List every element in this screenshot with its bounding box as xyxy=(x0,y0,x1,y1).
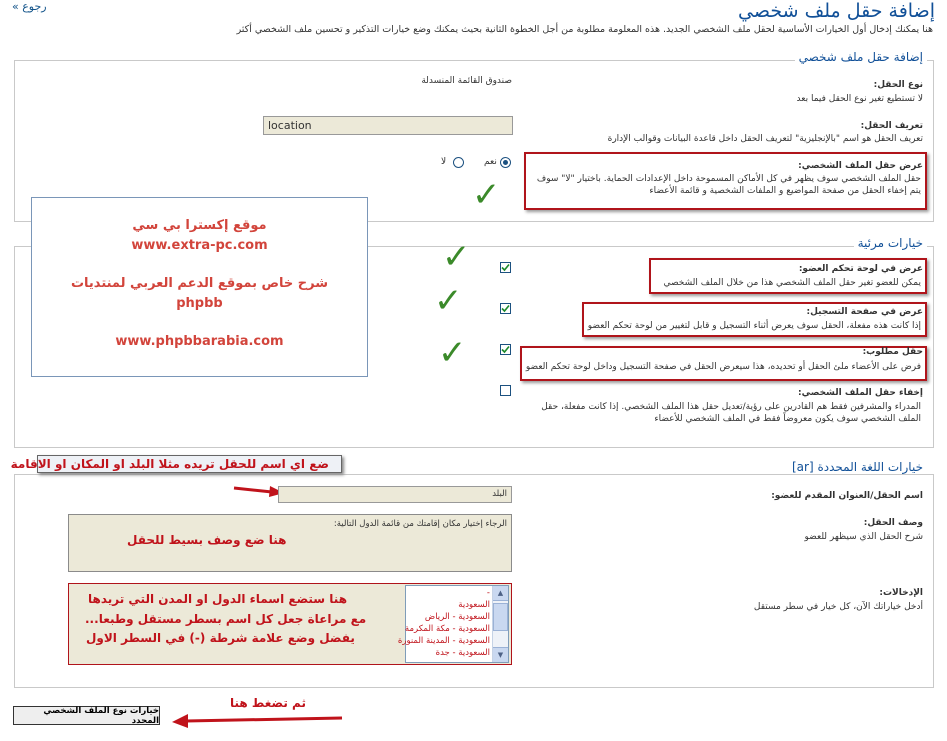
scroll-thumb[interactable] xyxy=(493,603,508,631)
entries-line-3: السعودية - الرياض xyxy=(424,612,490,622)
section-visibility-legend: خيارات مرئية xyxy=(854,236,927,250)
field-ident-input[interactable]: location xyxy=(263,116,513,135)
credits-overlay xyxy=(31,197,368,377)
credits-arabia-url: www.phpbbarabia.com xyxy=(115,334,284,349)
field-desc-explain: شرح الحقل الذي سيظهر للعضو xyxy=(804,532,923,542)
field-name-input[interactable]: البلد xyxy=(278,486,512,503)
field-type-label: نوع الحقل: xyxy=(873,80,923,90)
credits-description: شرح خاص بموقع الدعم العربي لمنتديات xyxy=(70,276,328,291)
desc-hint-text: هنا ضع وصف بسيط للحقل xyxy=(127,533,287,547)
visibility-item-4-explain: المدراء والمشرفين فقط هم القادرين على رؤية/تعديل حقل هذا الملف الشخصي. إذا كانت مفعلة، حقل الملف الشخصي سوف يكون معروضاً فقط في الملف الشخصي للأعضاء xyxy=(541,402,921,424)
submit-button[interactable]: خيارات نوع الملف الشخصي المحدد xyxy=(13,706,160,725)
scroll-up-icon[interactable]: ▲ xyxy=(493,586,508,601)
field-desc-label: وصف الحقل: xyxy=(863,518,923,528)
field-desc-value: الرجاء إختيار مكان إقامتك من قائمة الدول التالية: xyxy=(333,519,507,529)
visibility-item-4-checkbox[interactable] xyxy=(500,385,511,396)
entries-scrollbar[interactable] xyxy=(492,586,508,662)
display-field-explain: حقل الملف الشخصي سوف يظهر في كل الأماكن المسموحة داخل الإعدادات الحماية. باختيار "لا" سوف يتم إخفاء الحقل من صفحة المواضيع و الملفات الشخصية و قائمة الأعضاء xyxy=(536,174,921,196)
visibility-item-3-checkbox[interactable] xyxy=(500,344,511,355)
entries-hint-line-2: ...مع مراعاة جعل كل اسم بسطر مستقل وطبعا xyxy=(85,612,367,626)
page-intro: هنا يمكنك إدخال أول الخيارات الأساسية لحقل ملف الشخصي الجديد. هذه المعلومة مطلوبة من أجل الخطوة الثانية بحيث يمكنك وضع خيارات التذكير و تحسين ملف الشخصي أكثر xyxy=(236,24,933,35)
entries-line-1: - xyxy=(486,588,490,598)
field-type-explain: لا تستطيع تغير نوع الحقل فيما بعد xyxy=(796,94,923,104)
field-ident-explain: تعريف الحقل هو اسم "بالإنجليزية" لتعريف الحقل داخل قاعدة البيانات وقوالب الإدارة xyxy=(607,134,923,144)
entries-hint-line-3: يفضل وضع علامة شرطة (-) في السطر الاول xyxy=(86,631,355,645)
display-yes-label: نعم xyxy=(484,157,497,167)
display-yes-radio[interactable] xyxy=(500,157,511,168)
entries-explain: أدخل خياراتك الآن، كل خيار في سطر مستقل xyxy=(753,602,923,612)
visibility-item-3-label: حقل مطلوب: xyxy=(862,347,923,357)
entries-line-2: السعودية xyxy=(458,600,490,610)
field-name-label: اسم الحقل/العنوان المقدم للعضو: xyxy=(771,491,923,501)
entries-label: الإدخالات: xyxy=(879,588,923,598)
entries-line-4: السعودية - مكة المكرمة xyxy=(404,624,490,634)
section-language-legend: خيارات اللغة المحددة [ar] xyxy=(788,460,927,474)
section-add-field-legend: إضافة حقل ملف شخصي xyxy=(795,50,927,64)
arrow-left-icon xyxy=(172,712,344,732)
page-title: إضافة حقل ملف شخصي xyxy=(738,0,935,22)
checkmark-icon: ✓ xyxy=(438,333,467,373)
scroll-down-icon[interactable]: ▼ xyxy=(493,647,508,662)
name-hint-box xyxy=(10,455,342,473)
entries-textarea[interactable] xyxy=(397,585,509,663)
visibility-item-2-label: عرض في صفحة التسجيل: xyxy=(806,307,923,317)
visibility-item-1-explain: يمكن للعضو تغير حقل الملف الشخصي هذا من خلال الملف الشخصي xyxy=(663,278,921,288)
display-field-label: عرض حقل الملف الشخصي: xyxy=(798,161,923,171)
display-no-label: لا xyxy=(441,157,447,167)
entries-hint-line-1: هنا ستضع اسماء الدول او المدن التي تريدها xyxy=(88,592,348,606)
entries-line-5: السعودية - المدينة المنورة xyxy=(397,636,490,646)
display-no-radio[interactable] xyxy=(453,157,464,168)
checkmark-icon: ✓ xyxy=(442,237,471,277)
credits-site-url: www.extra-pc.com xyxy=(131,238,268,253)
visibility-item-4-label: إخفاء حقل الملف الشخصي: xyxy=(798,388,923,398)
visibility-item-2-explain: إذا كانت هذه مفعلة، الحقل سوف يعرض أثناء التسجيل و قابل لتغيير من لوحة تحكم العضو xyxy=(587,321,921,331)
arrow-right-icon xyxy=(232,482,284,501)
credits-site-name: موقع إكسترا بي سي xyxy=(132,218,267,233)
visibility-item-1-label: عرض في لوحة تحكم العضو: xyxy=(798,264,923,274)
click-hint-text: ثم تضغط هنا xyxy=(230,696,306,710)
checkmark-icon: ✓ xyxy=(472,175,501,215)
credits-phpbb: phpbb xyxy=(176,296,223,311)
back-link[interactable]: « رجوع xyxy=(12,0,47,13)
field-ident-label: تعريف الحقل: xyxy=(860,121,923,131)
name-hint-text: ضع اي اسم للحقل تريده مثلا البلد او المكان او الاقامة xyxy=(10,457,329,471)
visibility-item-2-checkbox[interactable] xyxy=(500,303,511,314)
visibility-item-3-explain: فرض على الأعضاء ملئ الحقل أو تحديده، هذا سيعرض الحقل في صفحة التسجيل وداخل لوحة تحكم العضو xyxy=(525,362,921,372)
checkmark-icon: ✓ xyxy=(434,281,463,321)
field-desc-textarea[interactable] xyxy=(68,514,512,572)
visibility-item-1-checkbox[interactable] xyxy=(500,262,511,273)
entries-line-6: السعودية - جدة xyxy=(435,648,490,658)
field-type-value: صندوق القائمة المنسدلة xyxy=(421,76,512,86)
